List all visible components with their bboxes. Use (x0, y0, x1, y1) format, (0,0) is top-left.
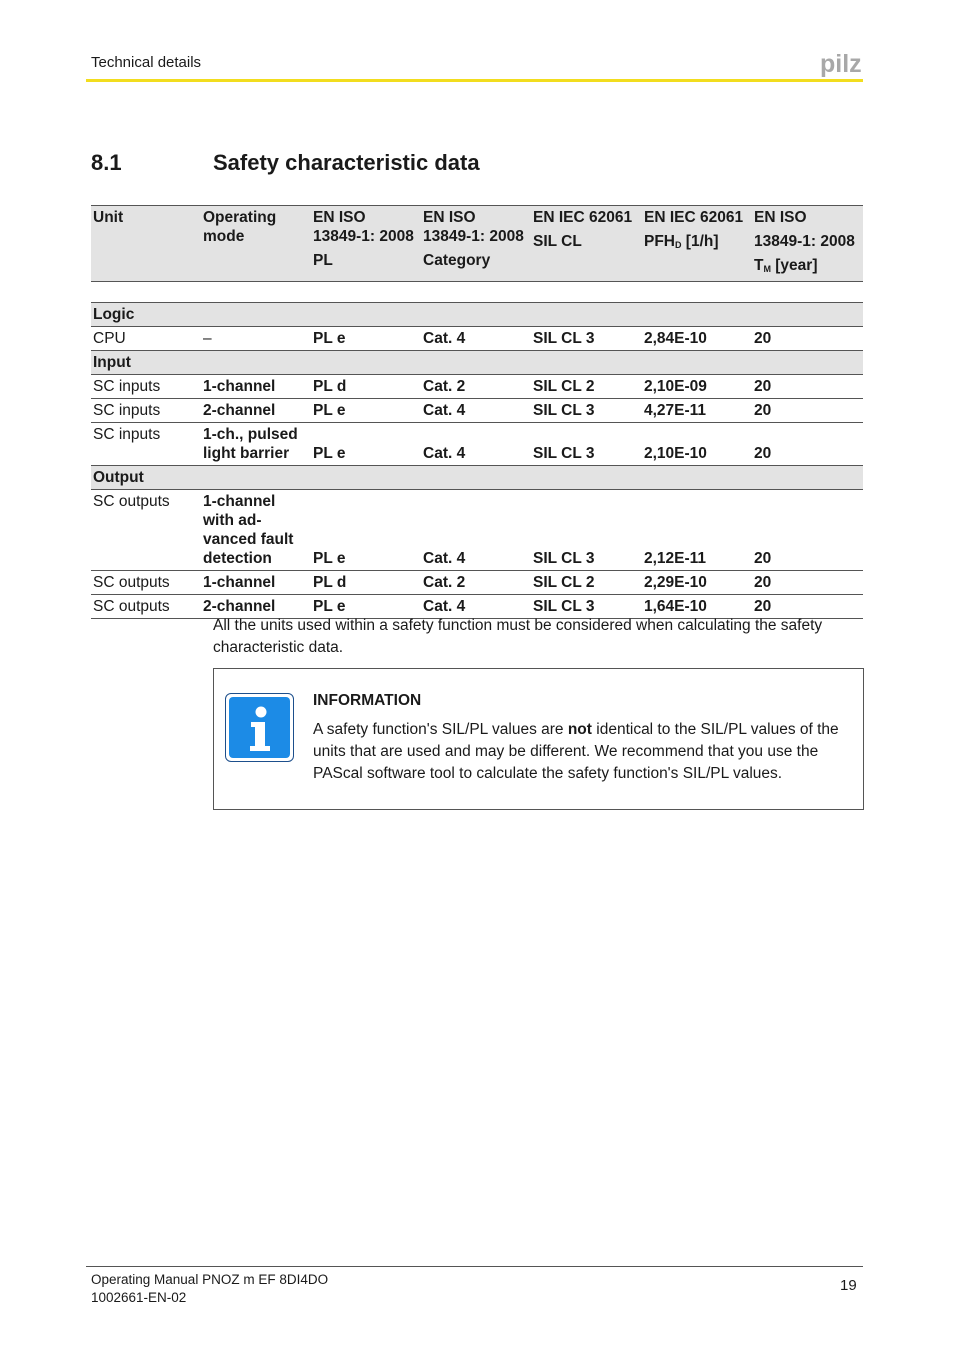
information-box (213, 668, 864, 810)
header-rule (86, 79, 863, 82)
header-mode: Operating mode (201, 206, 311, 282)
header-pl: EN ISO 13849-1: 2008 PL (311, 206, 421, 282)
info-title: INFORMATION (313, 692, 422, 709)
footer-rule (86, 1266, 863, 1267)
footer-manual-title: Operating Manual PNOZ m EF 8DI4DO (91, 1272, 329, 1287)
group-row-output: Output (91, 466, 863, 490)
section-number: 8.1 (91, 150, 122, 175)
table-row: SC inputs 2-channel PL e Cat. 4 SIL CL 3 4,27E-11 20 (91, 399, 863, 423)
safety-data-table (91, 205, 863, 619)
header-sil: EN IEC 62061 SIL CL (531, 206, 642, 282)
pilz-logo: pilz (820, 50, 862, 78)
table-row: SC outputs 2-channel PL e Cat. 4 SIL CL 3 1,64E-10 20 (91, 595, 863, 619)
footer-doc-number: 1002661-EN-02 (91, 1290, 187, 1305)
section-title: Safety characteristic data (213, 150, 480, 175)
info-text: A safety function's SIL/PL values are not identical to the SIL/PL values of the units that are used and may be different. We recommend that you use the PAScal software tool to calculate the safety function's SIL/PL values. (313, 721, 839, 782)
table-header-row (91, 206, 863, 282)
table-row: SC inputs 1-ch., pulsed light barrier PL e Cat. 4 SIL CL 3 2,10E-10 20 (91, 423, 863, 466)
page-number: 19 (840, 1277, 857, 1294)
group-row-input: Input (91, 351, 863, 375)
info-icon (225, 693, 294, 762)
note-text: All the units used within a safety function must be considered when calculating the safety characteristic data. (213, 617, 823, 656)
running-header: Technical details (91, 54, 202, 71)
table-row: SC inputs 1-channel PL d Cat. 2 SIL CL 2 2,10E-09 20 (91, 375, 863, 399)
header-category: EN ISO 13849-1: 2008 Category (421, 206, 531, 282)
header-pfh: EN IEC 62061 $PFH_D$ [1/h] (642, 206, 752, 282)
group-row-logic: Logic (91, 303, 863, 327)
header-tm: EN ISO 13849-1: 2008 $T_M$ [year] (752, 206, 863, 282)
table-row: SC outputs 1-channel with ad- vanced fault detection PL e Cat. 4 SIL CL 3 2,12E-11 20 (91, 490, 863, 571)
header-unit: Unit (91, 206, 201, 282)
table-row: SC outputs 1-channel PL d Cat. 2 SIL CL 2 2,29E-10 20 (91, 571, 863, 595)
table-row: CPU – PL e Cat. 4 SIL CL 3 2,84E-10 20 (91, 327, 863, 351)
